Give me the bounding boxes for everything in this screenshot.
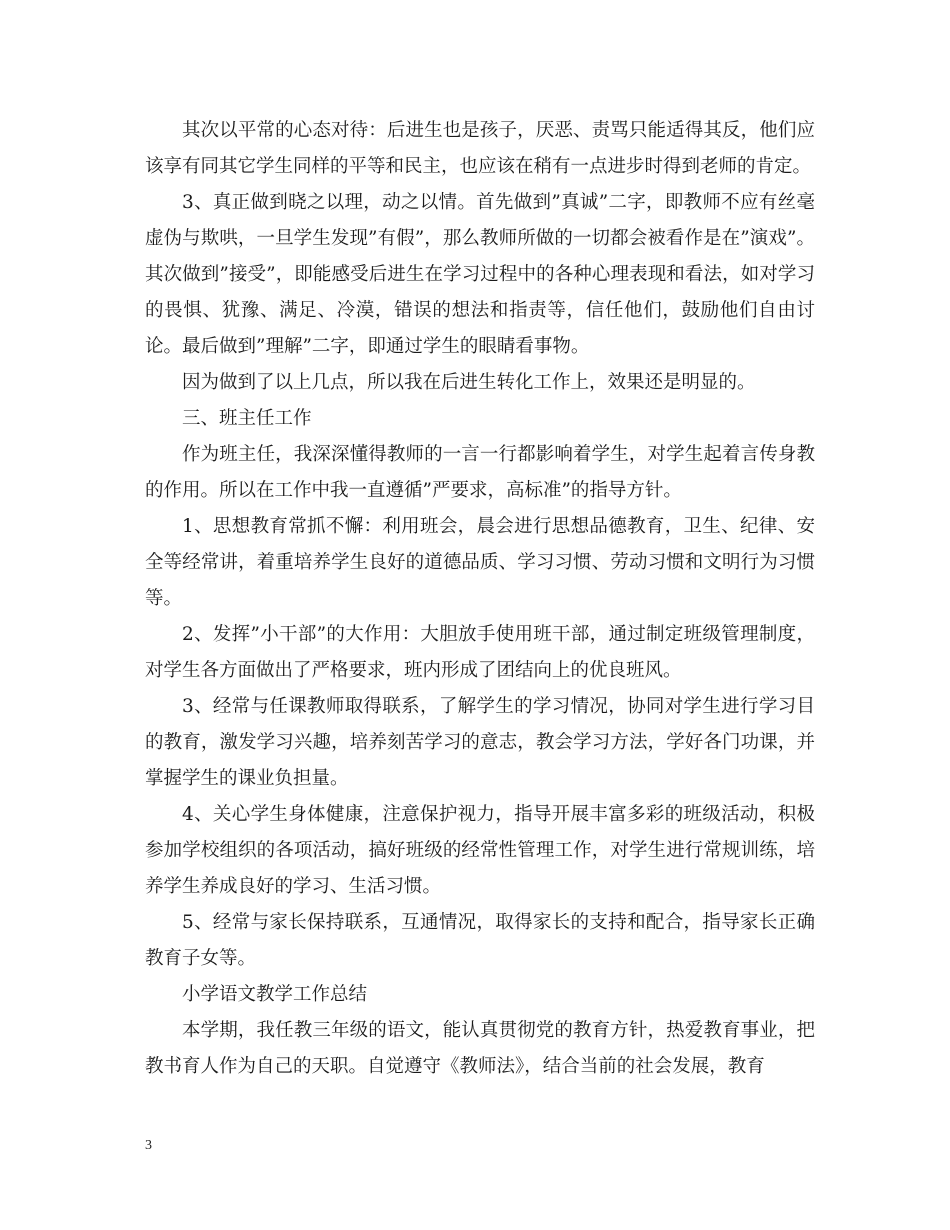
- paragraph-item-2: 2、发挥”小干部”的大作用：大胆放手使用班干部，通过制定班级管理制度，对学生各方面做出了严格要求，班内形成了团结向上的优良班风。: [145, 624, 815, 681]
- section-heading-class-teacher: 三、班主任工作: [182, 408, 312, 429]
- paragraph-item-5: 5、经常与家长保持联系，互通情况，取得家长的支持和配合，指导家长正确教育子女等。: [145, 912, 815, 969]
- paragraph-item-3: 3、经常与任课教师取得联系，了解学生的学习情况，协同对学生进行学习目的教育，激发学习兴趣，培养刻苦学习的意志，教会学习方法，学好各门功课，并掌握学生的课业负担量。: [145, 696, 815, 789]
- paragraph-effect: 因为做到了以上几点，所以我在后进生转化工作上，效果还是明显的。: [182, 372, 756, 393]
- paragraph-attitude: 其次以平常的心态对待：后进生也是孩子，厌恶、责骂只能适得其反，他们应该享有同其它学生同样的平等和民主，也应该在稍有一点进步时得到老师的肯定。: [145, 120, 815, 177]
- paragraph-item-4: 4、关心学生身体健康，注意保护视力，指导开展丰富多彩的班级活动，积极参加学校组织的各项活动，搞好班级的经常性管理工作，对学生进行常规训练，培养学生养成良好的学习、生活习惯。: [145, 804, 815, 897]
- paragraph-item-1: 1、思想教育常抓不懈：利用班会，晨会进行思想品德教育，卫生、纪律、安全等经常讲，着重培养学生良好的道德品质、学习习惯、劳动习惯和文明行为习惯等。: [145, 516, 815, 609]
- paragraph-class-teacher-intro: 作为班主任，我深深懂得教师的一言一行都影响着学生，对学生起着言传身教的作用。所以在工作中我一直遵循”严要求，高标准”的指导方针。: [145, 444, 815, 501]
- section-heading-chinese-summary: 小学语文教学工作总结: [182, 984, 368, 1005]
- paragraph-reason-emotion: 3、真正做到晓之以理，动之以情。首先做到”真诚”二字，即教师不应有丝毫虚伪与欺哄，一旦学生发现”有假”，那么教师所做的一切都会被看作是在”演戏”。其次做到”接受”，即能感受后进生在学习过程中的各种心理表现和看法，如对学习的畏惧、犹豫、满足、冷漠，错误的想法和指责等，信任他们，鼓励他们自由讨论。最后做到”理解”二字，即通过学生的眼睛看事物。: [145, 192, 815, 357]
- page-number: 3: [145, 1138, 152, 1153]
- paragraph-semester-intro: 本学期，我任教三年级的语文，能认真贯彻党的教育方针，热爱教育事业，把教书育人作为自己的天职。自觉遵守《教师法》，结合当前的社会发展，教育: [145, 1020, 815, 1077]
- body-text: [145, 113, 815, 1085]
